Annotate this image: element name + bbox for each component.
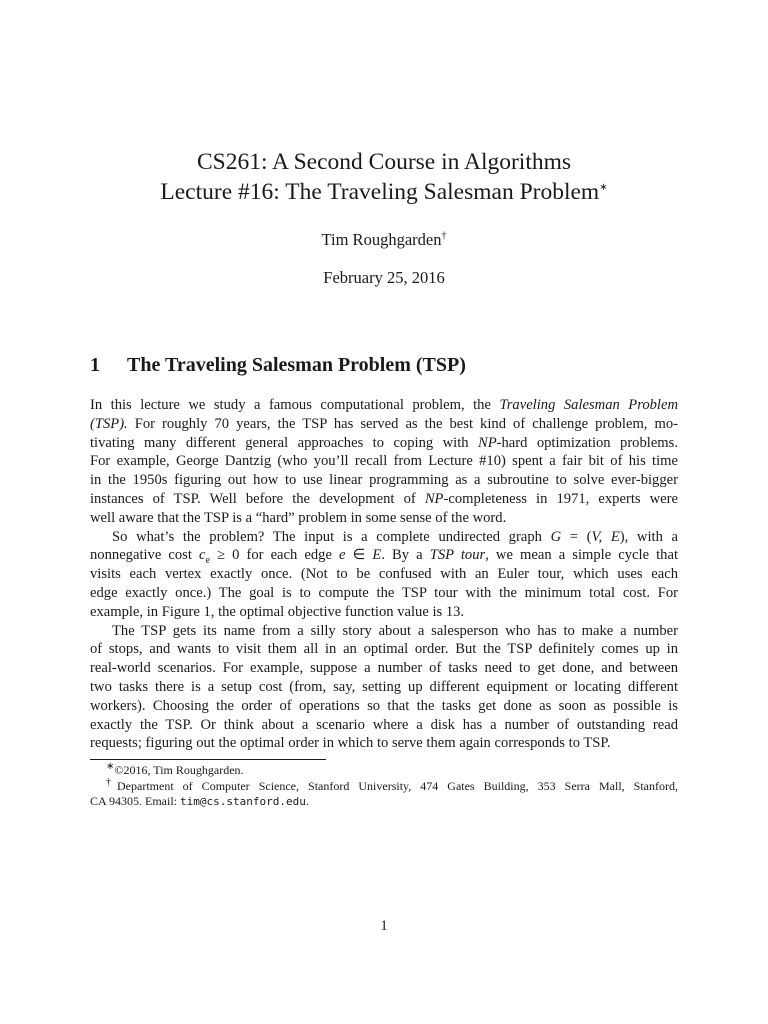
footnotes bbox=[90, 763, 678, 810]
text-line bbox=[90, 471, 678, 490]
text-run: For roughly 70 years, the TSP has served as the best kind of challenge problem, mo- bbox=[127, 415, 678, 432]
paragraph bbox=[90, 528, 678, 622]
text-line bbox=[90, 415, 678, 434]
text-run: tim@cs.stanford.edu bbox=[180, 795, 306, 808]
text-run: of stops, and wants to visit them all in an optimal order. But the TSP definitely comes up in bbox=[90, 641, 678, 658]
text-run: visits each vertex exactly once. (Not to be confused with an Euler tour, which uses each bbox=[90, 566, 678, 583]
text-line bbox=[90, 528, 678, 547]
text-run: In this lecture we study a famous computational problem, the bbox=[90, 397, 500, 413]
text-run: instances of TSP. Well before the development of bbox=[90, 490, 425, 507]
text-run: TSP tour bbox=[429, 547, 486, 564]
text-run: Traveling Salesman Problem bbox=[499, 397, 678, 413]
lecture-title bbox=[0, 177, 768, 207]
section-title: The Traveling Salesman Problem (TSP) bbox=[127, 354, 466, 376]
text-run: c bbox=[199, 547, 206, 564]
text-run: well aware that the TSP is a “hard” problem in some sense of the word. bbox=[90, 509, 507, 526]
text-line bbox=[90, 603, 678, 622]
footnote-line bbox=[90, 763, 678, 779]
course-title: CS261: A Second Course in Algorithms bbox=[196, 149, 572, 175]
text-run: . By a bbox=[381, 547, 430, 564]
text-line bbox=[90, 716, 678, 735]
text-run: V, E bbox=[591, 528, 620, 545]
title-footnote-mark: ∗ bbox=[599, 182, 608, 194]
footnote-line bbox=[90, 776, 678, 795]
text-line bbox=[90, 678, 678, 697]
text-run: (TSP). bbox=[90, 415, 128, 432]
text-run: G bbox=[550, 528, 562, 545]
text-run: exactly the TSP. Or think about a scenario where a disk has a number of outstanding read bbox=[90, 716, 678, 733]
author-name bbox=[0, 230, 768, 250]
section-number: 1 bbox=[90, 354, 100, 376]
paper-title bbox=[0, 147, 768, 207]
footnote-rule bbox=[90, 759, 326, 760]
text-run: NP bbox=[477, 434, 497, 451]
text-run: = ( bbox=[561, 528, 592, 545]
text-run: edge exactly once.) The goal is to compute the TSP tour with the minimum total cost. For bbox=[90, 584, 678, 601]
text-run: requests; figuring out the optimal order in which to serve them again corresponds to TSP. bbox=[90, 735, 611, 752]
footnote-mark: ∗ bbox=[106, 761, 115, 772]
lecture-title-text: Lecture #16: The Traveling Salesman Problem bbox=[160, 179, 600, 205]
text-run: ), with a bbox=[619, 528, 678, 545]
text-run: So what’s the problem? The input is a complete undirected graph bbox=[112, 528, 551, 545]
footnote-mark: † bbox=[106, 776, 118, 788]
text-line bbox=[90, 640, 678, 659]
text-run: -hard optimization problems. bbox=[496, 434, 678, 451]
text-line bbox=[90, 490, 678, 509]
text-line bbox=[90, 734, 678, 753]
text-run: in the 1950s figuring out how to use linear programming as a subroutine to solve ever-bigger bbox=[90, 472, 678, 489]
text-run: tivating many different general approaches to coping with bbox=[90, 434, 478, 451]
text-run: The TSP gets its name from a silly story about a salesperson who has to make a number bbox=[112, 622, 678, 639]
text-line bbox=[90, 584, 678, 603]
text-line bbox=[90, 396, 678, 415]
text-line bbox=[90, 565, 678, 584]
footnote bbox=[90, 776, 678, 810]
text-run: NP bbox=[424, 490, 444, 507]
footnote bbox=[90, 763, 678, 779]
text-line bbox=[90, 509, 678, 528]
author-footnote-mark: † bbox=[441, 230, 447, 242]
page-number: 1 bbox=[380, 918, 388, 934]
text-run: CA 94305. Email: bbox=[90, 794, 180, 808]
text-line bbox=[90, 546, 678, 565]
section-heading bbox=[90, 354, 466, 377]
text-line bbox=[90, 434, 678, 453]
text-line bbox=[90, 697, 678, 716]
text-run: ≥ 0 for each edge bbox=[209, 547, 340, 564]
text-run: real-world scenarios. For example, suppose a number of tasks need to get done, and between bbox=[90, 660, 678, 677]
paragraph bbox=[90, 622, 678, 754]
footnote-line bbox=[90, 794, 678, 810]
text-run: e bbox=[205, 555, 210, 567]
text-run: For example, George Dantzig (who you’ll recall from Lecture #10) spent a fair bit of his time bbox=[90, 453, 678, 470]
text-run: ∈ bbox=[345, 547, 373, 564]
text-run: nonnegative cost bbox=[90, 547, 199, 564]
text-run: two tasks there is a setup cost (from, say, setting up different equipment or locating different bbox=[90, 678, 678, 695]
text-run: -completeness in 1971, experts were bbox=[443, 490, 678, 507]
author-name-text: Tim Roughgarden bbox=[321, 230, 442, 249]
text-run: workers). Choosing the order of operations so that the tasks get done as soon as possible is bbox=[90, 697, 678, 714]
text-line bbox=[90, 659, 678, 678]
text-run: E bbox=[372, 547, 382, 564]
text-line bbox=[90, 452, 678, 471]
text-run: Department of Computer Science, Stanford University, 474 Gates Building, 353 Serra Mall, Stanford, bbox=[117, 778, 678, 793]
text-run: example, in Figure 1, the optimal objective function value is 13. bbox=[90, 603, 465, 620]
text-run: . bbox=[305, 794, 309, 808]
paragraph bbox=[90, 396, 678, 528]
body-text bbox=[90, 396, 678, 753]
text-run: ©2016, Tim Roughgarden. bbox=[114, 763, 244, 777]
text-run: , we mean a simple cycle that bbox=[485, 547, 679, 564]
text-line bbox=[90, 622, 678, 641]
text-run: e bbox=[339, 547, 346, 564]
date: February 25, 2016 bbox=[323, 268, 445, 287]
